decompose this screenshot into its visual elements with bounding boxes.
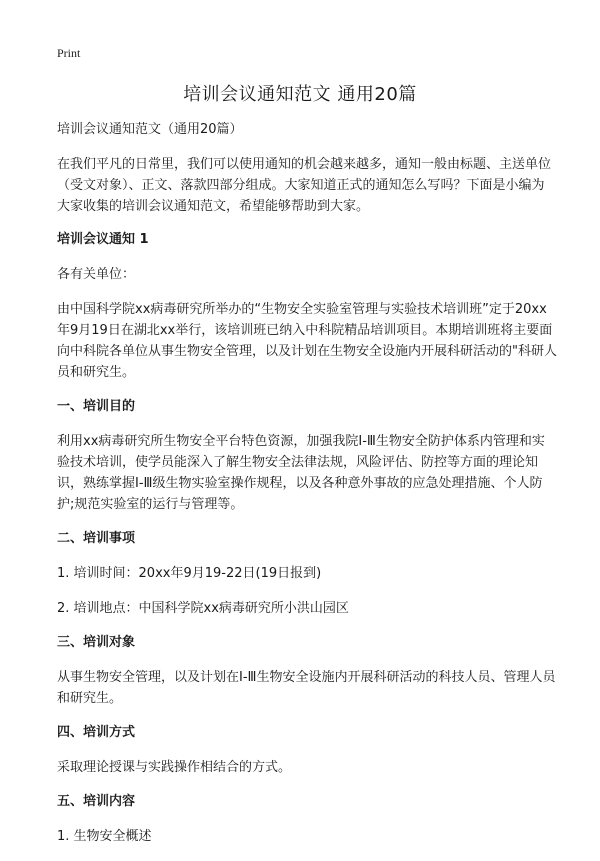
notice-heading: 培训会议通知 1	[57, 232, 149, 247]
intro-paragraph: 在我们平凡的日常里，我们可以使用通知的机会越来越多，通知一般由标题、主送单位（受文对象）、正文、落款四部分组成。大家知道正式的通知怎么写吗？下面是小编为大家收集的培训会议通知范文，希望能够帮助到大家。	[57, 157, 552, 214]
section-heading: 二、培训事项	[57, 531, 136, 546]
section-paragraph: 从事生物安全管理，以及计划在I-Ⅲ生物安全设施内开展科研活动的科技人员、管理人员和研究生。	[57, 670, 556, 706]
section-list-item: 1. 培训时间：20xx年9月19-22日(19日报到)	[57, 566, 322, 581]
section-heading: 四、培训方式	[57, 725, 136, 740]
section-paragraph: 利用xx病毒研究所生物安全平台特色资源，加强我院I-Ⅲ生物安全防护体系内管理和实验技术培训，使学员能深入了解生物安全法律法规，风险评估、防控等方面的理论知识，熟练掌握I-Ⅲ级生物实验室操作规程，以及各种意外事故的应急处理措施、个人防护;规范实验室的运行与管理等。	[57, 434, 545, 512]
salutation: 各有关单位：	[57, 267, 136, 282]
section-heading: 三、培训对象	[57, 635, 136, 650]
document-subtitle: 培训会议通知范文（通用20篇）	[57, 122, 243, 137]
document-body	[57, 119, 557, 861]
section-list-item: 2. 培训地点：中国科学院xx病毒研究所小洪山园区	[57, 601, 349, 616]
section-paragraph: 采取理论授课与实践操作相结合的方式。	[57, 760, 292, 775]
section-heading: 五、培训内容	[57, 794, 136, 809]
section-heading: 一、培训目的	[57, 399, 136, 414]
print-link[interactable]: Print	[57, 46, 81, 60]
section-list-item: 1. 生物安全概述	[57, 829, 152, 844]
body-paragraph: 由中国科学院xx病毒研究所举办的“生物安全实验室管理与实验技术培训班”定于20xx年9月19日在湖北xx举行，该培训班已纳入中科院精品培训项目。本期培训班将主要面向中科院各单位从事生物安全管理，以及计划在生物安全设施内开展科研活动的"科研人员和研究生。	[57, 302, 557, 380]
page-title: 培训会议通知范文 通用20篇	[183, 84, 417, 105]
